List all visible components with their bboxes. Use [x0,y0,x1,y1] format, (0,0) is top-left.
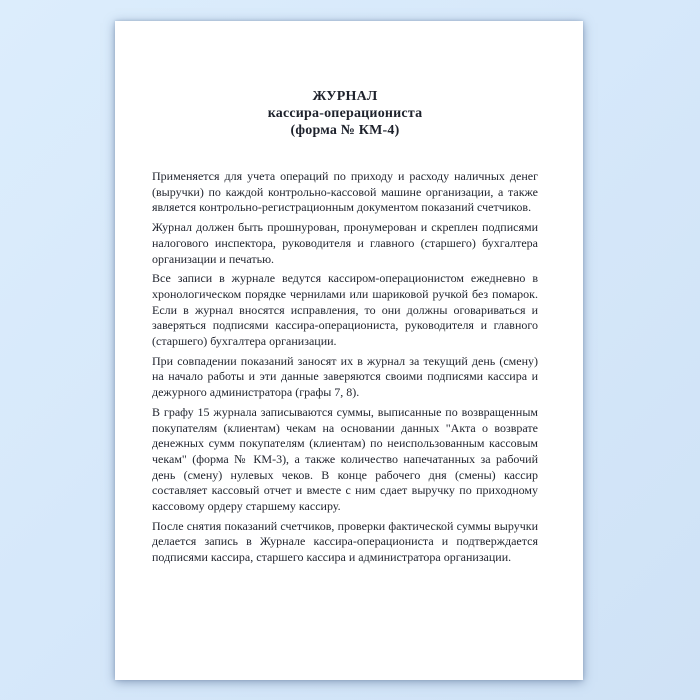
document-body [152,169,538,566]
paragraph-final-entry: После снятия показаний счетчиков, проверки фактической суммы выручки делается запись в Журнале кассира-операциониста и подтверждается подписями кассира, старшего кассира и администратора организации. [152,518,538,565]
title-line-2: кассира-операциониста [267,106,423,121]
title-line-3: (форма № КМ-4) [290,123,400,138]
document-page [115,21,583,680]
paragraph-readings-match: При совпадении показаний заносят их в журнал за текущий день (смену) на начало работы и эти данные заверяются своими подписями кассира и дежурного администратора (графы 7, 8). [152,353,538,400]
paragraph-binding-requirements: Журнал должен быть прошнурован, пронумерован и скреплен подписями налогового инспектора, руководителя и главного (старшего) бухгалтера организации и печатью. [152,220,538,266]
document-title [152,88,538,139]
paragraph-record-keeping: Все записи в журнале ведутся кассиром-операционистом ежедневно в хронологическом порядке чернилами или шариковой ручкой без помарок. Если в журнал вносятся исправления, то они должны оговариваться и заверяться подписями кассира-операциониста, руководителя и главного (старшего) бухгалтера организации. [152,271,538,349]
paragraph-column-15: В графу 15 журнала записываются суммы, выписанные по возвращенным покупателям (клиентам) чекам на основании данных "Акта о возврате денежных сумм покупателям (клиентам) по неиспользованным кассовым чекам" (форма № КМ-3), а также количество напечатанных за рабочий день (смену) нулевых чеков. В конце рабочего дня (смены) кассир составляет кассовый отчет и вместе с ним сдает выручку по приходному кассовому ордеру старшему кассиру. [152,404,538,514]
paragraph-usage: Применяется для учета операций по приходу и расходу наличных денег (выручки) по каждой контрольно-кассовой машине организации, а также является контрольно-регистрационным документом показаний счетчиков. [152,169,538,215]
title-line-1: ЖУРНАЛ [312,89,378,104]
